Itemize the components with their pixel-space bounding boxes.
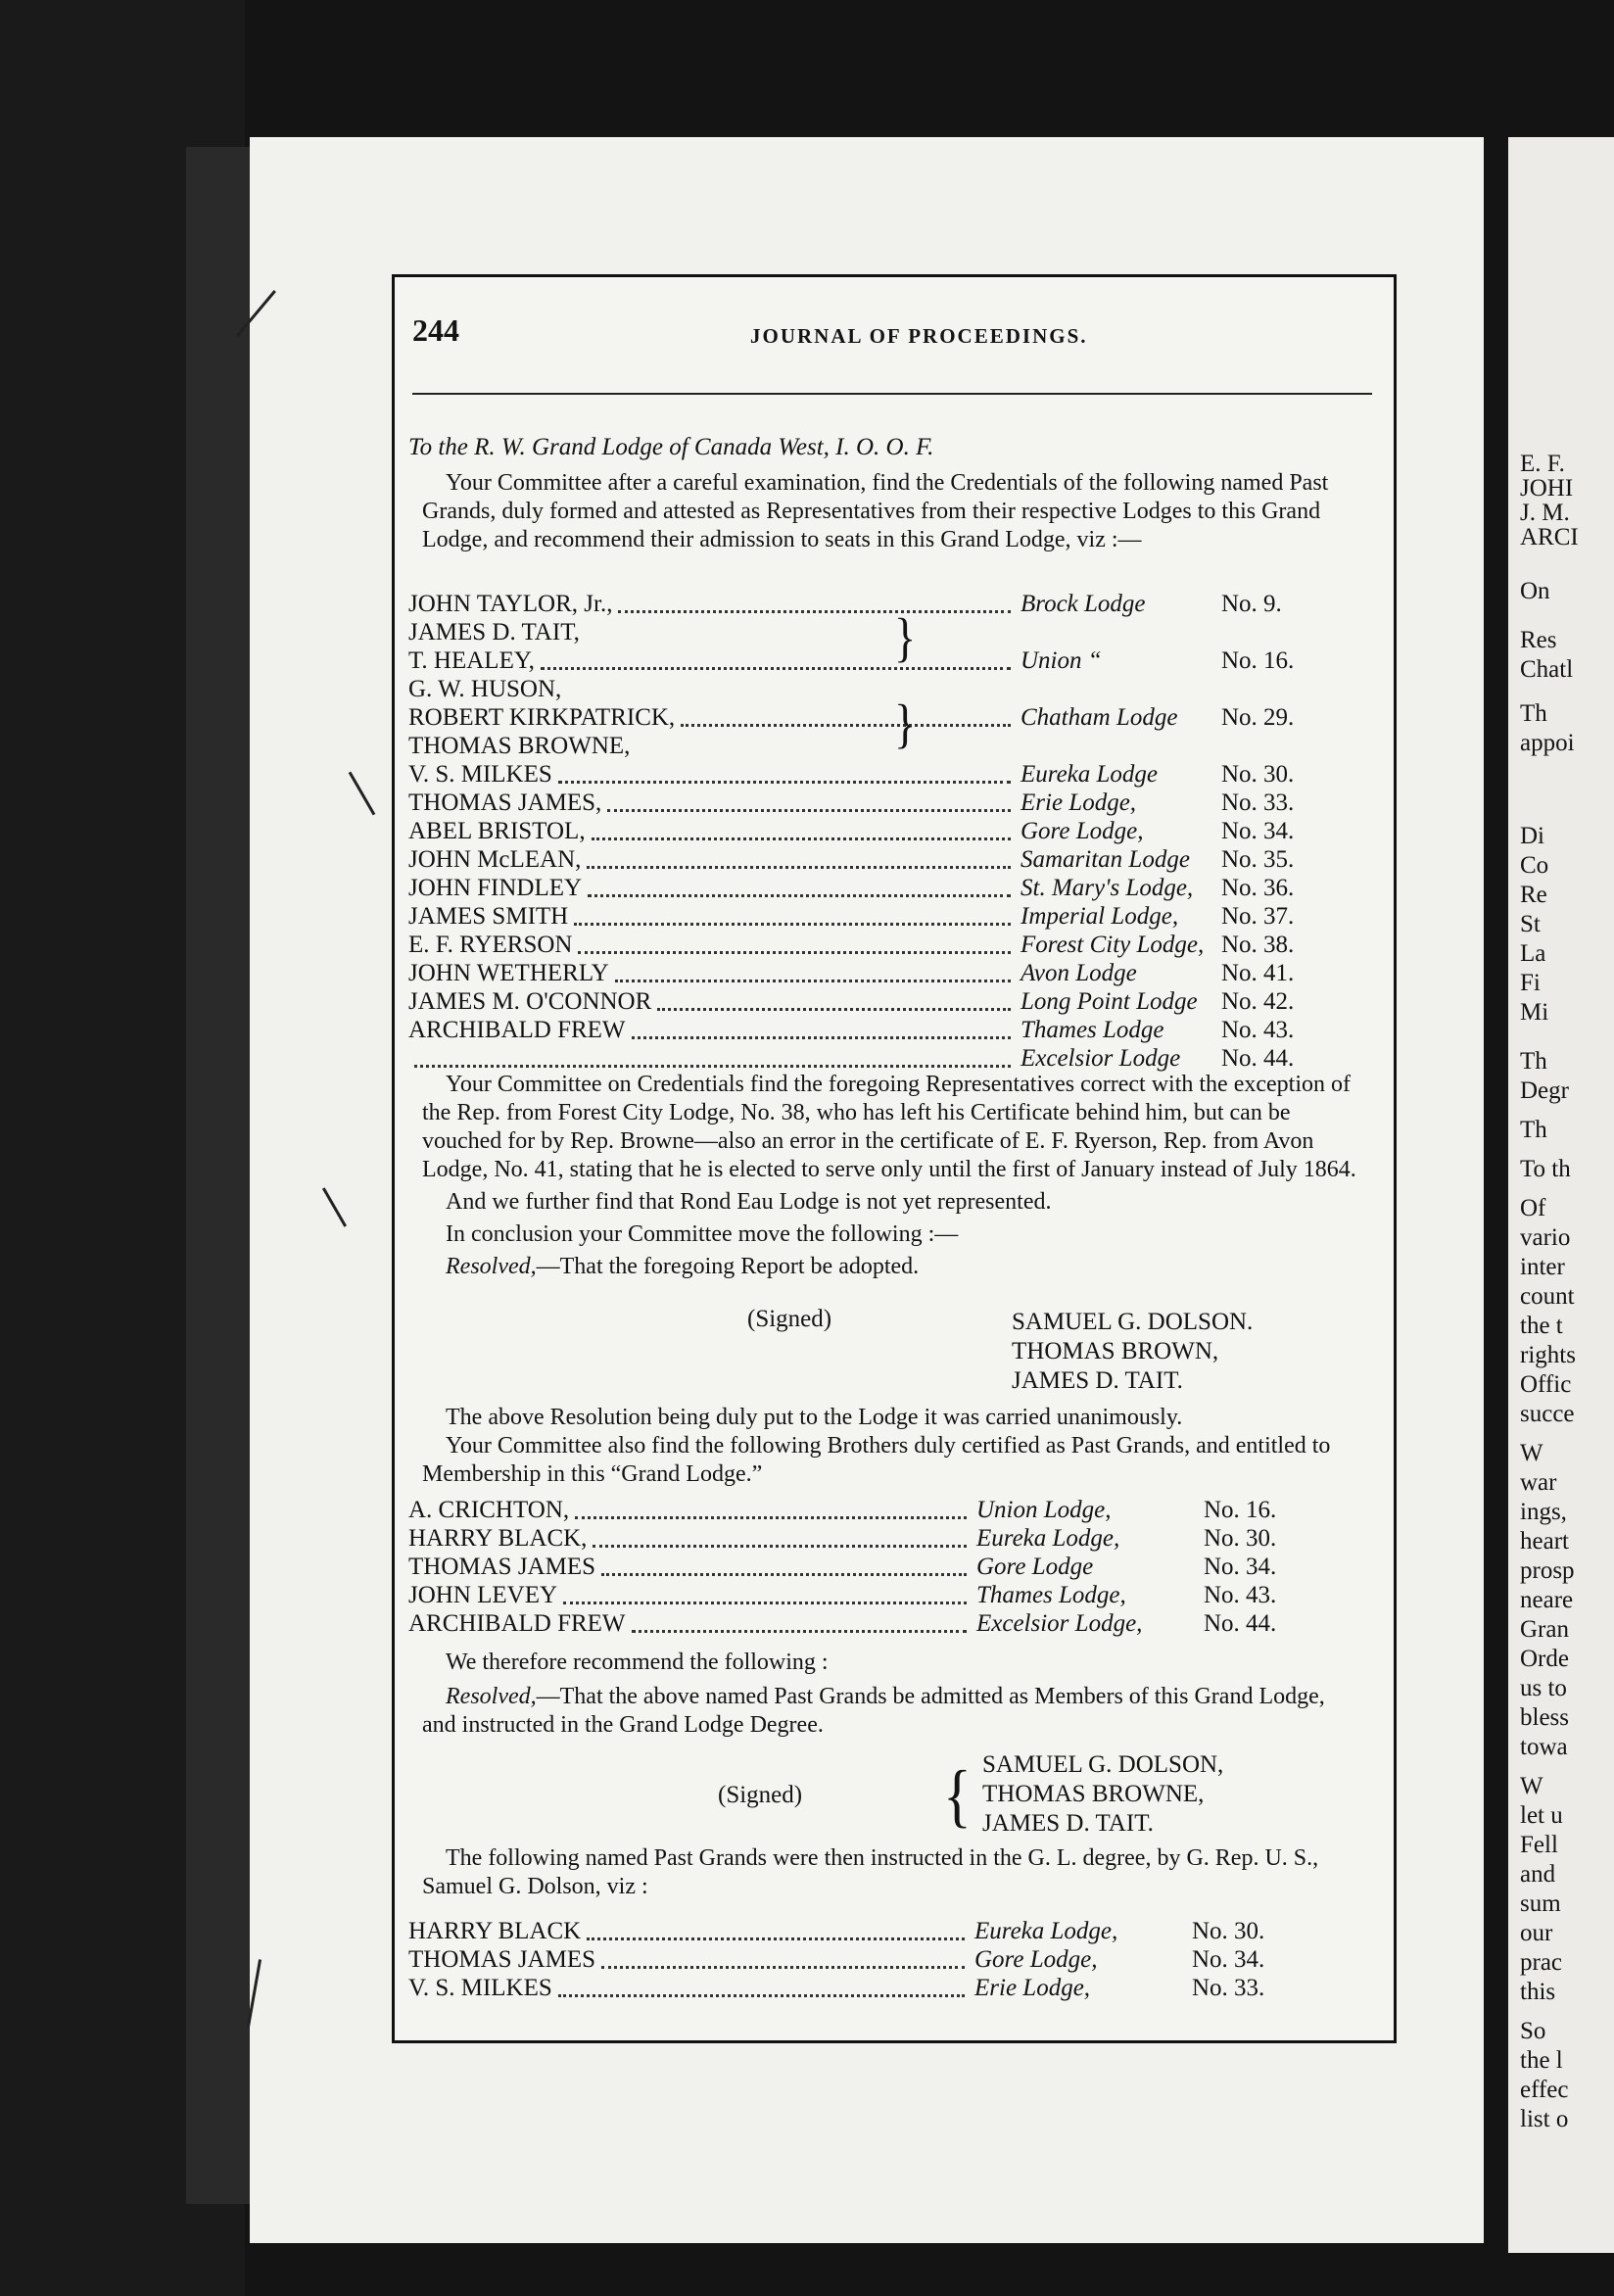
- representative-name: THOMAS BROWNE,: [408, 733, 631, 759]
- resolved-label-2: Resolved,: [446, 1684, 537, 1709]
- facing-page-text: Di: [1520, 823, 1544, 849]
- representative-lodge: Samaritan Lodge: [1021, 846, 1190, 873]
- representative-lodge: Union “: [1021, 647, 1102, 674]
- representative-name: ARCHIBALD FREW: [408, 1017, 626, 1043]
- signed-label-2: (Signed): [718, 1782, 803, 1808]
- representative-leader-dots: [578, 937, 1011, 954]
- representative-row: [408, 676, 1358, 704]
- facing-page-text: vario: [1520, 1224, 1571, 1251]
- representative-leader-dots: [541, 653, 1011, 670]
- credentials-paragraph: [422, 1071, 1362, 1281]
- facing-page-text: Of: [1520, 1195, 1546, 1221]
- facing-page-text: succe: [1520, 1401, 1575, 1427]
- instructed-number: No. 34.: [1192, 1946, 1265, 1973]
- past-grand-leader-dots: [601, 1559, 967, 1576]
- signer-name: SAMUEL G. DOLSON,: [982, 1751, 1224, 1778]
- facing-page-text: Res: [1520, 627, 1557, 653]
- post-resolution-paragraphs: [422, 1404, 1362, 1489]
- facing-page-text: St: [1520, 911, 1541, 937]
- representative-lodge: Chatham Lodge: [1021, 704, 1178, 731]
- representative-name: G. W. HUSON,: [408, 676, 562, 702]
- representative-name: JOHN FINDLEY: [408, 875, 583, 901]
- representative-row: [408, 1017, 1358, 1045]
- facing-page-text: JOHI: [1520, 475, 1574, 502]
- representative-row: [408, 932, 1358, 960]
- representative-number: No. 41.: [1221, 960, 1295, 986]
- representative-leader-dots: [414, 1051, 1011, 1068]
- facing-page-text: ings,: [1520, 1499, 1567, 1525]
- representative-row: [408, 846, 1358, 875]
- facing-page-text: this: [1520, 1979, 1556, 2005]
- instructed-row: [408, 1918, 1358, 1946]
- representative-number: No. 42.: [1221, 988, 1295, 1015]
- representative-row: [408, 960, 1358, 988]
- facing-page-text: Re: [1520, 882, 1547, 908]
- facing-page-text: So: [1520, 2018, 1546, 2044]
- signer-name: JAMES D. TAIT.: [1012, 1367, 1183, 1394]
- representative-row: [408, 903, 1358, 932]
- instructed-lodge: Gore Lodge,: [974, 1946, 1098, 1973]
- past-grand-lodge: Excelsior Lodge,: [976, 1610, 1143, 1637]
- representative-leader-dots: [632, 1023, 1011, 1039]
- rond-eau-text: And we further find that Rond Eau Lodge is not yet represented.: [446, 1189, 1052, 1215]
- facing-page-text: and: [1520, 1861, 1556, 1888]
- representatives-list: [408, 591, 1358, 1074]
- instructed-text: The following named Past Grands were then instructed in the G. L. degree, by G. Rep. U. S., Samuel G. Dolson, viz :: [422, 1845, 1319, 1899]
- representative-row: [408, 988, 1358, 1017]
- facing-page-text: ARCI: [1520, 524, 1579, 550]
- instructed-list: [408, 1918, 1358, 2003]
- instructed-leader-dots: [601, 1952, 965, 1969]
- past-grand-leader-dots: [575, 1503, 967, 1519]
- running-head: JOURNAL OF PROCEEDINGS.: [750, 324, 1088, 348]
- resolved-text-2: —That the above named Past Grands be admitted as Members of this Grand Lodge, and instructed in the Grand Lodge Degree.: [422, 1684, 1325, 1738]
- facing-page-text: Mi: [1520, 999, 1549, 1026]
- signed-label-1: (Signed): [747, 1306, 832, 1332]
- facing-page-text: Co: [1520, 852, 1549, 879]
- representative-name: JAMES D. TAIT,: [408, 619, 580, 646]
- representative-row: [408, 761, 1358, 789]
- representative-name: ABEL BRISTOL,: [408, 818, 586, 844]
- representative-lodge: Excelsior Lodge: [1021, 1045, 1181, 1072]
- instructed-name: HARRY BLACK: [408, 1918, 582, 1944]
- instructed-number: No. 33.: [1192, 1975, 1265, 2001]
- instructed-row: [408, 1946, 1358, 1975]
- facing-page-text: Orde: [1520, 1646, 1569, 1672]
- book-spine-strip: [186, 147, 255, 2204]
- past-grand-row: [408, 1582, 1358, 1610]
- representative-leader-dots: [574, 909, 1011, 926]
- representative-lodge: Forest City Lodge,: [1021, 932, 1205, 958]
- facing-page-text: towa: [1520, 1734, 1568, 1760]
- resolved-text-1: —That the foregoing Report be adopted.: [536, 1254, 920, 1279]
- representative-leader-dots: [592, 824, 1011, 840]
- representative-row: [408, 733, 1358, 761]
- facing-page-text: prac: [1520, 1949, 1563, 1976]
- header-rule: [412, 393, 1372, 395]
- representative-leader-dots: [588, 881, 1011, 897]
- representative-lodge: St. Mary's Lodge,: [1021, 875, 1194, 901]
- representative-row: [408, 619, 1358, 647]
- facing-page-fragment: [1508, 137, 1614, 2253]
- representative-row: [408, 789, 1358, 818]
- facing-page-text: appoi: [1520, 730, 1575, 756]
- resolved-label-1: Resolved,: [446, 1254, 537, 1279]
- representative-leader-dots: [587, 852, 1011, 869]
- facing-page-text: On: [1520, 578, 1550, 604]
- facing-page-text: rights: [1520, 1342, 1576, 1368]
- past-grand-name: THOMAS JAMES: [408, 1554, 596, 1580]
- facing-page-text: prosp: [1520, 1557, 1575, 1584]
- representative-lodge: Thames Lodge: [1021, 1017, 1164, 1043]
- brace-eureka: }: [894, 693, 917, 753]
- instructed-lodge: Eureka Lodge,: [974, 1918, 1118, 1944]
- representative-number: No. 34.: [1221, 818, 1295, 844]
- representative-row: [408, 591, 1358, 619]
- facing-page-text: the t: [1520, 1313, 1563, 1339]
- facing-page-text: let u: [1520, 1802, 1563, 1829]
- facing-page-text: inter: [1520, 1254, 1565, 1280]
- representative-number: No. 38.: [1221, 932, 1295, 958]
- representative-lodge: Brock Lodge: [1021, 591, 1146, 617]
- intro-paragraph: [422, 469, 1362, 554]
- past-grand-name: HARRY BLACK,: [408, 1525, 588, 1552]
- carried-text: The above Resolution being duly put to the Lodge it was carried unanimously.: [446, 1405, 1183, 1430]
- past-grand-lodge: Union Lodge,: [976, 1497, 1112, 1523]
- instructed-lodge: Erie Lodge,: [974, 1975, 1091, 2001]
- signer-name: JAMES D. TAIT.: [982, 1810, 1154, 1837]
- past-grand-leader-dots: [563, 1588, 967, 1604]
- representative-leader-dots: [618, 597, 1011, 613]
- representative-lodge: Gore Lodge,: [1021, 818, 1144, 844]
- past-grand-number: No. 34.: [1204, 1554, 1277, 1580]
- past-grands-text: Your Committee also find the following Brothers duly certified as Past Grands, and entitled to Membership in this “Grand Lodge.”: [422, 1433, 1331, 1487]
- past-grand-number: No. 43.: [1204, 1582, 1277, 1608]
- past-grand-lodge: Thames Lodge,: [976, 1582, 1126, 1608]
- representative-name: JAMES SMITH: [408, 903, 569, 930]
- representative-number: No. 16.: [1221, 647, 1295, 674]
- brace-union: }: [894, 606, 917, 667]
- representative-name: JOHN TAYLOR, Jr.,: [408, 591, 613, 617]
- representative-leader-dots: [681, 710, 1011, 727]
- recommend-text: We therefore recommend the following :: [446, 1650, 829, 1675]
- representative-name: JOHN WETHERLY: [408, 960, 609, 986]
- signer-name: THOMAS BROWNE,: [982, 1781, 1205, 1807]
- facing-page-text: us to: [1520, 1675, 1567, 1701]
- past-grand-row: [408, 1497, 1358, 1525]
- instructed-row: [408, 1975, 1358, 2003]
- facing-page-text: list o: [1520, 2106, 1569, 2132]
- facing-page-text: To th: [1520, 1156, 1571, 1182]
- representative-lodge: Erie Lodge,: [1021, 789, 1137, 816]
- instructed-paragraph: [422, 1844, 1362, 1901]
- page-header: [412, 312, 1372, 359]
- representative-row: [408, 818, 1358, 846]
- facing-page-text: effec: [1520, 2077, 1569, 2103]
- past-grand-name: JOHN LEVEY: [408, 1582, 558, 1608]
- past-grand-leader-dots: [632, 1616, 967, 1633]
- facing-page-text: bless: [1520, 1704, 1569, 1731]
- facing-page-text: Th: [1520, 700, 1547, 727]
- representative-name: THOMAS JAMES,: [408, 789, 602, 816]
- representative-name: T. HEALEY,: [408, 647, 535, 674]
- recommend-paragraphs: [422, 1649, 1362, 1740]
- representative-lodge: Long Point Lodge: [1021, 988, 1198, 1015]
- signer-name: THOMAS BROWN,: [1012, 1338, 1219, 1364]
- signers-1: [1012, 1308, 1253, 1396]
- representative-number: No. 33.: [1221, 789, 1295, 816]
- representative-number: No. 36.: [1221, 875, 1295, 901]
- facing-page-text: sum: [1520, 1890, 1561, 1917]
- past-grand-name: ARCHIBALD FREW: [408, 1610, 626, 1637]
- facing-page-text: the l: [1520, 2047, 1563, 2074]
- past-grand-number: No. 16.: [1204, 1497, 1277, 1523]
- representative-lodge: Imperial Lodge,: [1021, 903, 1179, 930]
- representative-number: No. 44.: [1221, 1045, 1295, 1072]
- past-grands-list: [408, 1497, 1358, 1639]
- facing-page-text: La: [1520, 940, 1546, 967]
- conclusion-text: In conclusion your Committee move the following :—: [446, 1221, 959, 1247]
- representative-row: [408, 875, 1358, 903]
- representative-leader-dots: [657, 994, 1011, 1011]
- representative-leader-dots: [558, 767, 1011, 784]
- past-grand-name: A. CRICHTON,: [408, 1497, 570, 1523]
- representative-leader-dots: [615, 966, 1011, 982]
- past-grand-number: No. 30.: [1204, 1525, 1277, 1552]
- signers-2: [982, 1750, 1223, 1839]
- signer-name: SAMUEL G. DOLSON.: [1012, 1309, 1254, 1335]
- instructed-leader-dots: [587, 1924, 965, 1940]
- facing-page-text: Chatl: [1520, 656, 1574, 683]
- representative-row: [408, 704, 1358, 733]
- past-grand-leader-dots: [593, 1531, 967, 1548]
- representative-leader-dots: [607, 795, 1011, 812]
- facing-page-text: E. F.: [1520, 451, 1565, 477]
- past-grand-row: [408, 1554, 1358, 1582]
- brace-signers-2: {: [943, 1756, 972, 1835]
- past-grand-lodge: Eureka Lodge,: [976, 1525, 1120, 1552]
- representative-number: No. 43.: [1221, 1017, 1295, 1043]
- representative-number: No. 9.: [1221, 591, 1282, 617]
- facing-page-text: war: [1520, 1469, 1557, 1496]
- representative-name: ROBERT KIRKPATRICK,: [408, 704, 676, 731]
- representative-row: [408, 1045, 1358, 1074]
- facing-page-text: Th: [1520, 1048, 1547, 1075]
- instructed-name: V. S. MILKES: [408, 1975, 552, 2001]
- resolution-1: [422, 1253, 1362, 1281]
- representative-name: JAMES M. O'CONNOR: [408, 988, 652, 1015]
- facing-page-text: Fell: [1520, 1832, 1558, 1858]
- representative-number: No. 29.: [1221, 704, 1295, 731]
- facing-page-text: Gran: [1520, 1616, 1569, 1643]
- credentials-text: Your Committee on Credentials find the foregoing Representatives correct with the exception of the Rep. from Forest City Lodge, No. 38, who has left his Certificate behind him, but can be vouched for by Rep. Browne—also an error in the certificate of E. F. Ryerson, Rep. from Avon Lodge, No. 41, stating that he is elected to serve only until the first of January instead of July 1864.: [422, 1072, 1356, 1182]
- page-content-frame: [392, 274, 1397, 2043]
- facing-page-text: Offic: [1520, 1371, 1572, 1398]
- representative-row: [408, 647, 1358, 676]
- representative-name: V. S. MILKES: [408, 761, 552, 788]
- facing-page-text: J. M.: [1520, 500, 1570, 526]
- instructed-number: No. 30.: [1192, 1918, 1265, 1944]
- representative-lodge: Eureka Lodge: [1021, 761, 1159, 788]
- instructed-leader-dots: [558, 1981, 965, 1997]
- intro-text: Your Committee after a careful examination, find the Credentials of the following named Past Grands, duly formed and attested as Representatives from their respective Lodges to this Grand Lodge, and recommend their admission to seats in this Grand Lodge, viz :—: [422, 470, 1329, 552]
- past-grand-row: [408, 1525, 1358, 1554]
- representative-number: No. 35.: [1221, 846, 1295, 873]
- facing-page-text: Th: [1520, 1117, 1547, 1143]
- past-grand-lodge: Gore Lodge: [976, 1554, 1094, 1580]
- representative-lodge: Avon Lodge: [1021, 960, 1137, 986]
- facing-page-text: count: [1520, 1283, 1575, 1310]
- representative-name: E. F. RYERSON: [408, 932, 573, 958]
- facing-page-text: Degr: [1520, 1077, 1569, 1104]
- facing-page-text: W: [1520, 1773, 1543, 1799]
- facing-page-text: Fi: [1520, 970, 1541, 996]
- facing-page-text: heart: [1520, 1528, 1569, 1555]
- representative-name: JOHN McLEAN,: [408, 846, 582, 873]
- address-line: To the R. W. Grand Lodge of Canada West, I. O. O. F.: [408, 434, 934, 460]
- facing-page-text: W: [1520, 1440, 1543, 1466]
- past-grand-number: No. 44.: [1204, 1610, 1277, 1637]
- facing-page-text: neare: [1520, 1587, 1574, 1613]
- page-number: 244: [412, 312, 459, 348]
- past-grand-row: [408, 1610, 1358, 1639]
- resolution-2: [422, 1683, 1362, 1740]
- representative-number: No. 37.: [1221, 903, 1295, 930]
- instructed-name: THOMAS JAMES: [408, 1946, 596, 1973]
- representative-number: No. 30.: [1221, 761, 1295, 788]
- facing-page-text: our: [1520, 1920, 1553, 1946]
